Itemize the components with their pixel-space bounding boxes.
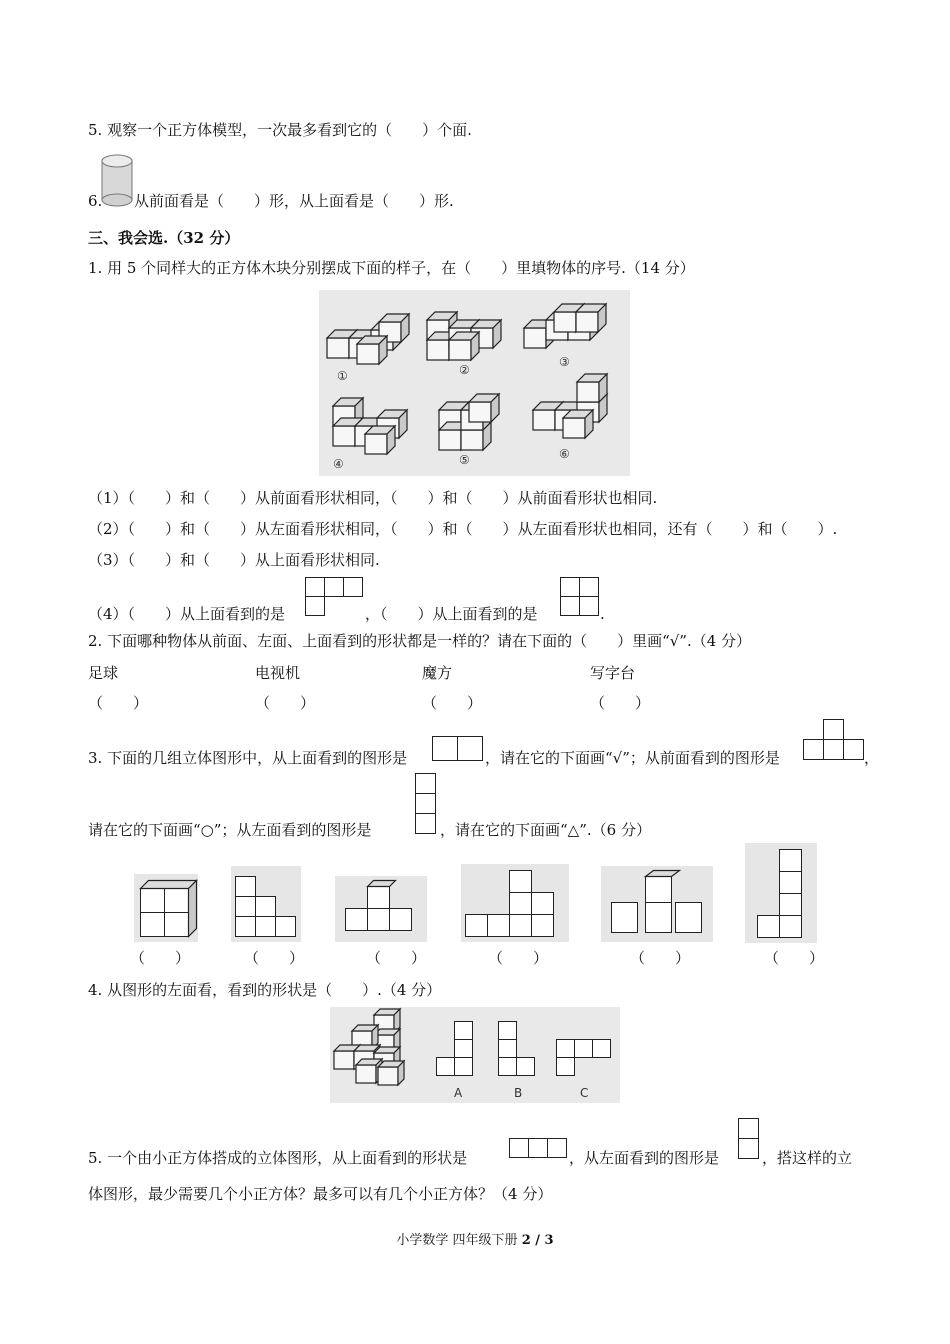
figure-answer-blank: （ ） [244, 949, 305, 967]
top-view-two-squares [432, 734, 484, 762]
label-1: ① [337, 369, 348, 383]
arrangement-2 [427, 312, 501, 360]
left-view-choice-figure [330, 1007, 620, 1103]
arrangement-3 [524, 304, 606, 348]
answer-blank: （ ） [255, 694, 316, 712]
s5-text-c: ，搭这样的立 [762, 1149, 853, 1167]
solid-figure-4 [461, 864, 569, 942]
s1-part-4-a: （4）（ ）从上面看到的是 [88, 605, 286, 623]
answer-blank: （ ） [88, 694, 149, 712]
s3-text-b: ，请在它的下面画“√”；从前面看到的图形是 [485, 749, 780, 767]
s1-stem: 1. 用 5 个同样大的正方体木块分别摆成下面的样子，在（ ）里填物体的序号.（14 分） [88, 259, 695, 277]
arrangement-6 [533, 374, 607, 438]
label-2: ② [459, 363, 470, 377]
item-football: 足球 [88, 664, 119, 682]
item-desk: 写字台 [590, 664, 636, 682]
s3-text-d: 请在它的下面画“○”；从左面看到的图形是 [88, 821, 372, 839]
footer-subject: 小学数学 四年级下册 [396, 1233, 518, 1248]
solid-figure-5 [601, 866, 713, 942]
cylinder-image [100, 152, 134, 208]
s4-stem: 4. 从图形的左面看，看到的形状是（ ）.（4 分） [88, 981, 442, 999]
answer-blank: （ ） [422, 694, 483, 712]
question-5: 5. 观察一个正方体模型，一次最多看到它的（ ）个面. [88, 121, 472, 139]
top-view-shape-1 [305, 577, 363, 619]
figure-answer-blank: （ ） [130, 949, 191, 967]
figure-answer-blank: （ ） [630, 949, 691, 967]
solid-figure-6 [745, 843, 817, 943]
s5-text-a: 5. 一个由小正方体搭成的立体图形，从上面看到的形状是 [88, 1149, 468, 1167]
arrangement-4 [333, 398, 407, 454]
question-6: 从前面看是（ ）形，从上面看是（ ）形. [134, 192, 454, 210]
left-view-column [413, 772, 439, 836]
solid-figure-3 [335, 876, 427, 942]
s3-text-e: ，请在它的下面画“△”.（6 分） [440, 821, 651, 839]
item-rubiks-cube: 魔方 [422, 664, 453, 682]
label-3: ③ [559, 355, 570, 369]
label-6: ⑥ [559, 447, 570, 461]
s5-text-b: ，从左面看到的图形是 [569, 1149, 720, 1167]
section-3-heading: 三、我会选.（32 分） [88, 229, 240, 247]
option-c-label: C [580, 1086, 589, 1100]
label-5: ⑤ [459, 453, 470, 467]
answer-blank: （ ） [590, 694, 651, 712]
arrangement-1 [327, 314, 409, 364]
footer-page-number: 2 / 3 [521, 1233, 554, 1248]
solid-figure-1 [134, 874, 198, 942]
s5-text-d: 体图形，最少需要几个小正方体？最多可以有几个小正方体？（4 分） [88, 1185, 553, 1203]
s3-text-c: ， [864, 749, 880, 767]
s2-stem: 2. 下面哪种物体从前面、左面、上面看到的形状都是一样的？请在下面的（ ）里画“√”.（4 分） [88, 632, 752, 650]
option-b-label: B [514, 1086, 523, 1100]
figure-answer-blank: （ ） [764, 949, 825, 967]
s3-text-a: 3. 下面的几组立体图形中，从上面看到的图形是 [88, 749, 408, 767]
top-view-three-squares [509, 1137, 569, 1161]
page-footer [0, 1229, 950, 1248]
question-6-number: 6. [88, 192, 103, 210]
label-4: ④ [333, 457, 344, 471]
option-a-label: A [454, 1086, 463, 1100]
left-view-two-squares [737, 1117, 761, 1163]
arrangement-5 [439, 394, 499, 450]
front-view-shape [803, 718, 865, 762]
top-view-shape-2 [560, 577, 600, 619]
solid-figure-2 [231, 866, 301, 942]
cube-arrangements-figure [319, 290, 630, 476]
s1-part-4-c: . [600, 605, 605, 623]
s1-part-3: （3）（ ）和（ ）从上面看形状相同. [88, 551, 380, 569]
figure-answer-blank: （ ） [366, 949, 427, 967]
s1-part-2: （2）（ ）和（ ）从左面看形状相同，（ ）和（ ）从左面看形状也相同，还有（ ）和（ ）. [88, 520, 838, 538]
item-tv: 电视机 [255, 664, 301, 682]
s1-part-1: （1）（ ）和（ ）从前面看形状相同，（ ）和（ ）从前面看形状也相同. [88, 489, 658, 507]
figure-answer-blank: （ ） [488, 949, 549, 967]
s1-part-4-b: ，（ ）从上面看到的是 [365, 605, 538, 623]
